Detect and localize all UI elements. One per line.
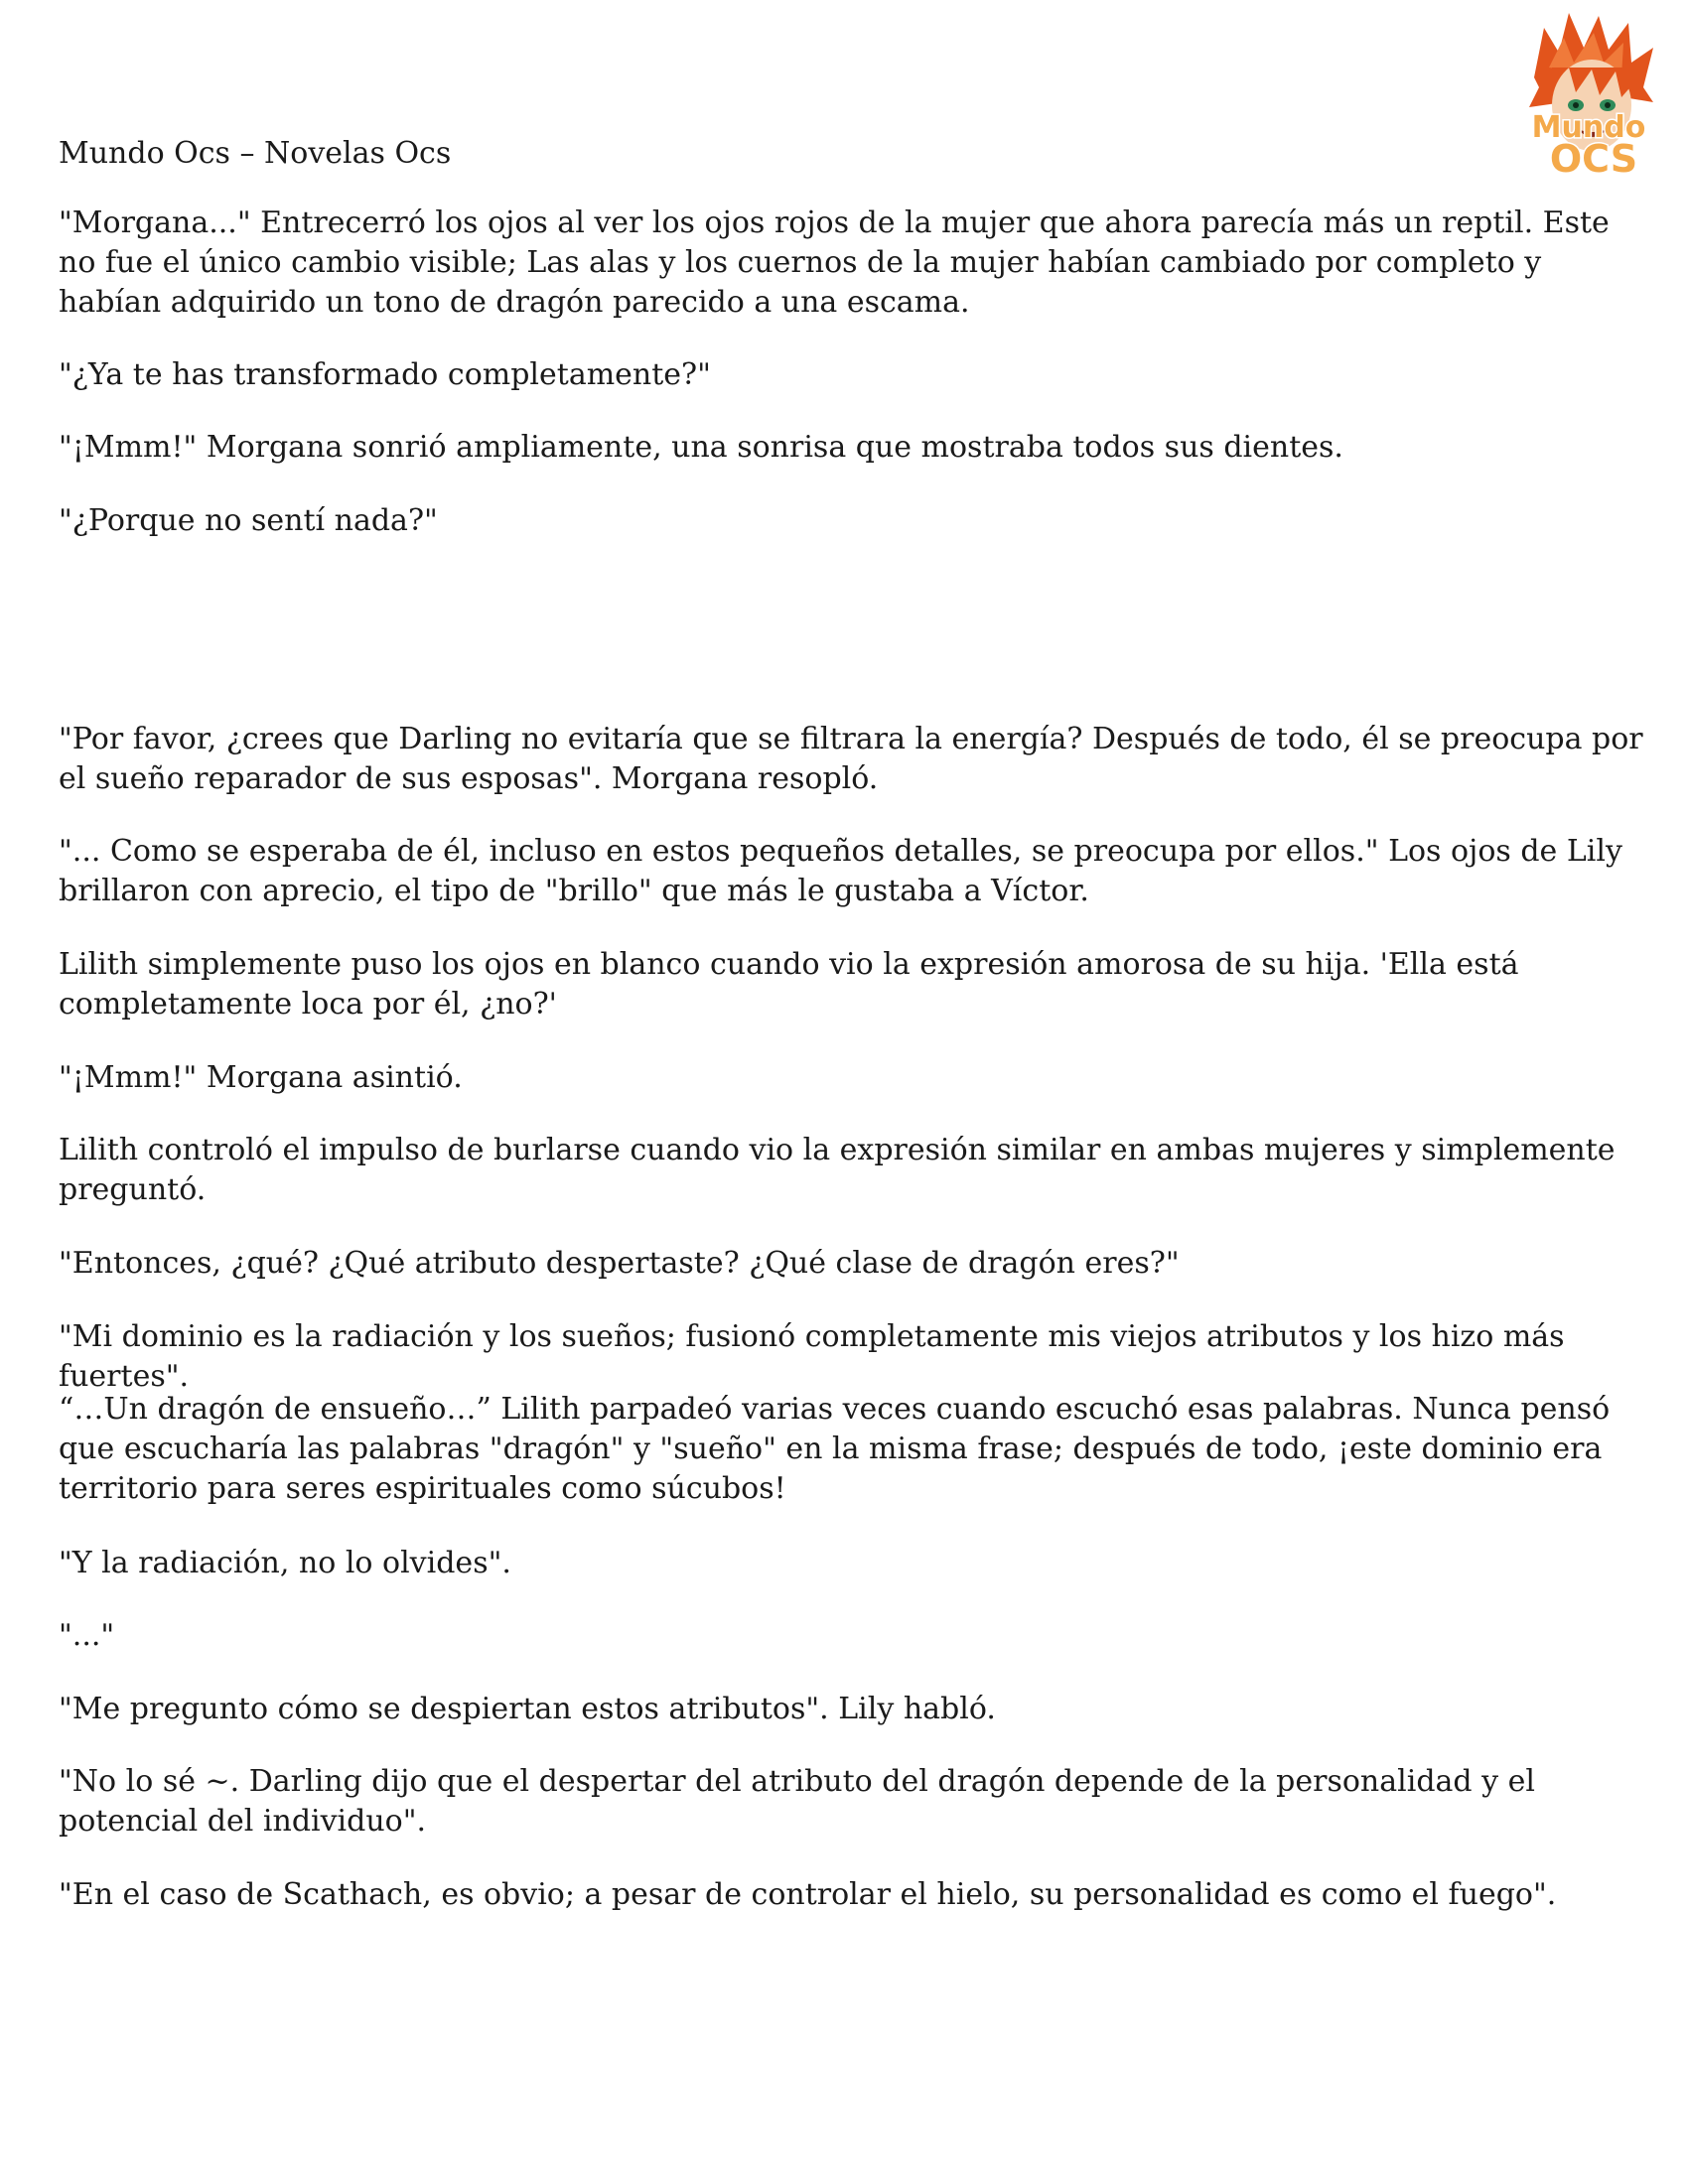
paragraph: “…Un dragón de ensueño…” Lilith parpadeó varias veces cuando escuchó esas palabras. Nunca pensó que escucharía las palabras "dragón" y "sueño" en la misma frase; después de todo, ¡este dominio era territorio para seres espirituales como súcubos!	[59, 1392, 1611, 1506]
paragraph: "No lo sé ~. Darling dijo que el despertar del atributo del dragón depende de la personalidad y el potencial del individuo".	[59, 1764, 1535, 1839]
paragraph: Lilith simplemente puso los ojos en blanco cuando vio la expresión amorosa de su hija. 'Ella está completamente loca por él, ¿no?'	[59, 947, 1519, 1022]
paragraph: "Entonces, ¿qué? ¿Qué atributo despertaste? ¿Qué clase de dragón eres?"	[59, 1246, 1180, 1281]
paragraph: "En el caso de Scathach, es obvio; a pesar de controlar el hielo, su personalidad es como el fuego".	[59, 1877, 1557, 1912]
paragraph: "Y la radiación, no lo olvides".	[59, 1546, 511, 1580]
paragraph: "..."	[59, 1618, 115, 1653]
paragraph: "Mi dominio es la radiación y los sueños; fusionó completamente mis viejos atributos y los hizo más fuertes".	[59, 1319, 1565, 1394]
paragraph: "¿Ya te has transformado completamente?"	[59, 357, 711, 392]
mundo-ocs-logo	[1504, 8, 1673, 179]
paragraph: "Por favor, ¿crees que Darling no evitaría que se filtrara la energía? Después de todo, él se preocupa por el sueño reparador de sus esposas". Morgana resopló.	[59, 722, 1643, 796]
paragraph: "¡Mmm!" Morgana sonrió ampliamente, una sonrisa que mostraba todos sus dientes.	[59, 430, 1343, 465]
paragraph: "... Como se esperaba de él, incluso en estos pequeños detalles, se preocupa por ellos." Los ojos de Lily brillaron con aprecio, el tipo de "brillo" que más le gustaba a Víctor.	[59, 834, 1622, 908]
paragraph: "¿Porque no sentí nada?"	[59, 503, 438, 538]
paragraph: "Me pregunto cómo se despiertan estos atributos". Lily habló.	[59, 1692, 996, 1726]
header-title: Mundo Ocs – Novelas Ocs	[59, 136, 452, 171]
paragraph: "Morgana..." Entrecerró los ojos al ver los ojos rojos de la mujer que ahora parecía más un reptil. Este no fue el único cambio visible; Las alas y los cuernos de la mujer habían cambiado por completo y habían adquirido un tono de dragón parecido a una escama.	[59, 205, 1610, 320]
paragraph: "¡Mmm!" Morgana asintió.	[59, 1060, 463, 1095]
logo-text-top: Mundo	[1531, 110, 1646, 145]
logo-text-bottom: OCS	[1549, 137, 1638, 179]
paragraph: Lilith controló el impulso de burlarse cuando vio la expresión similar en ambas mujeres y simplemente preguntó.	[59, 1133, 1616, 1207]
